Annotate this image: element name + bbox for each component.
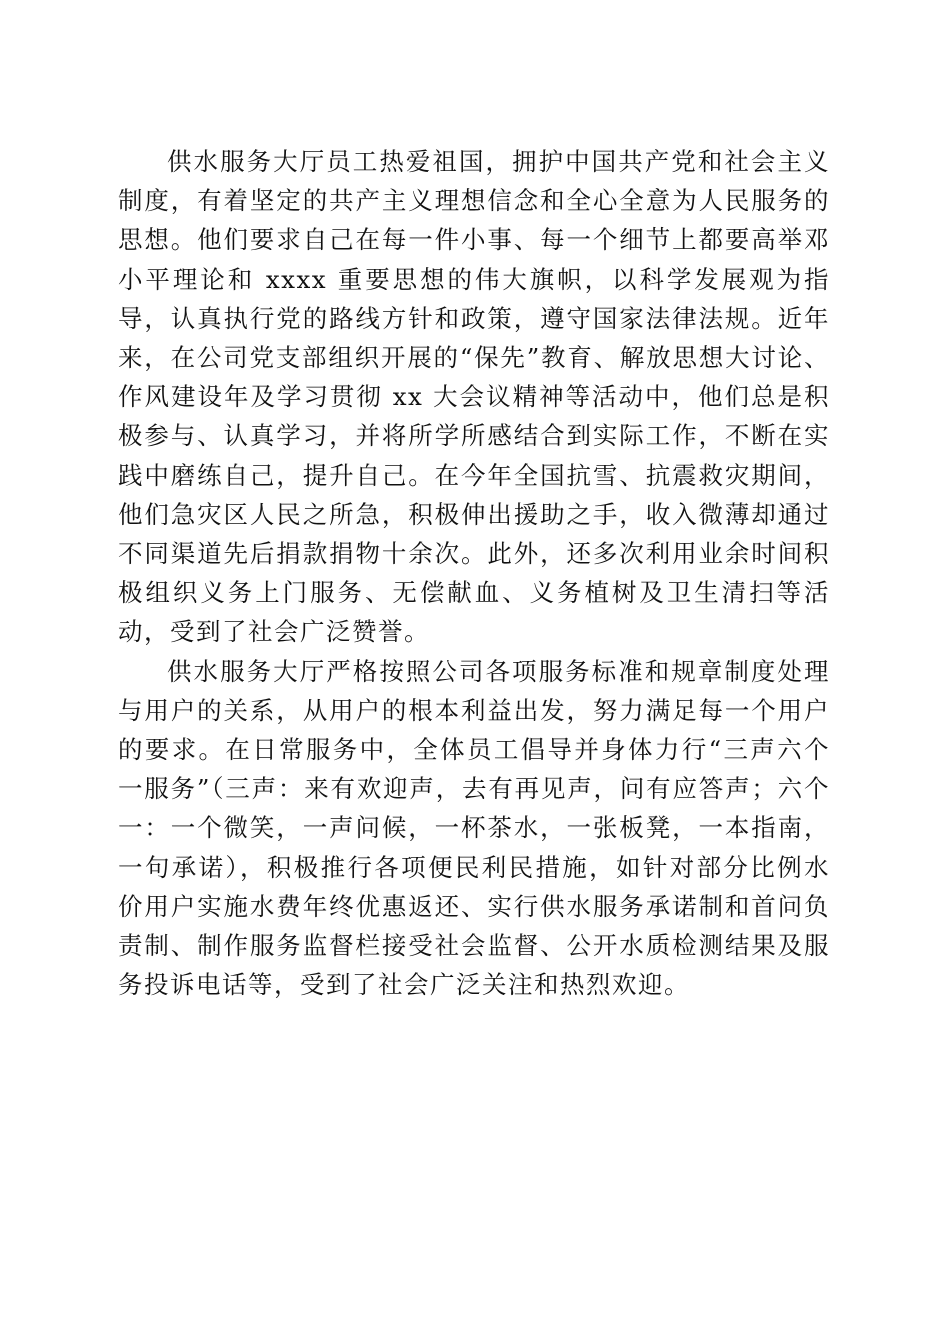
paragraph-2: 供水服务大厅严格按照公司各项服务标准和规章制度处理与用户的关系，从用户的根本利益出发，努力满足每一个用户的要求。在日常服务中，全体员工倡导并身体力行“三声六个一服务”（三声：来有欢迎声，去有再见声，问有应答声；六个一：一个微笑，一声问候，一杯茶水，一张板凳，一本指南，一句承诺），积极推行各项便民利民措施，如针对部分比例水价用户实施水费年终优惠返还、实行供水服务承诺制和首问负责制、制作服务监督栏接受社会监督、公开水质检测结果及服务投诉电话等，受到了社会广泛关注和热烈欢迎。 [118, 656, 830, 1000]
paragraph-1: 供水服务大厅员工热爱祖国，拥护中国共产党和社会主义制度，有着坚定的共产主义理想信念和全心全意为人民服务的思想。他们要求自己在每一件小事、每一个细节上都要高举邓小平理论和 xxxx 重要思想的伟大旗帜，以科学发展观为指导，认真执行党的路线方针和政策，遵守国家法律法规。近年来，在公司党支部组织开展的“保先”教育、解放思想大讨论、作风建设年及学习贯彻 xx 大会议精神等活动中，他们总是积极参与、认真学习，并将所学所感结合到实际工作，不断在实践中磨练自己，提升自己。在今年全国抗雪、抗震救灾期间，他们急灾区人民之所急，积极伸出援助之手，收入微薄却通过不同渠道先后捐款捐物十余次。此外，还多次利用业余时间积极组织义务上门服务、无偿献血、义务植树及卫生清扫等活动，受到了社会广泛赞誉。 [118, 147, 830, 647]
document-body [118, 142, 830, 1004]
